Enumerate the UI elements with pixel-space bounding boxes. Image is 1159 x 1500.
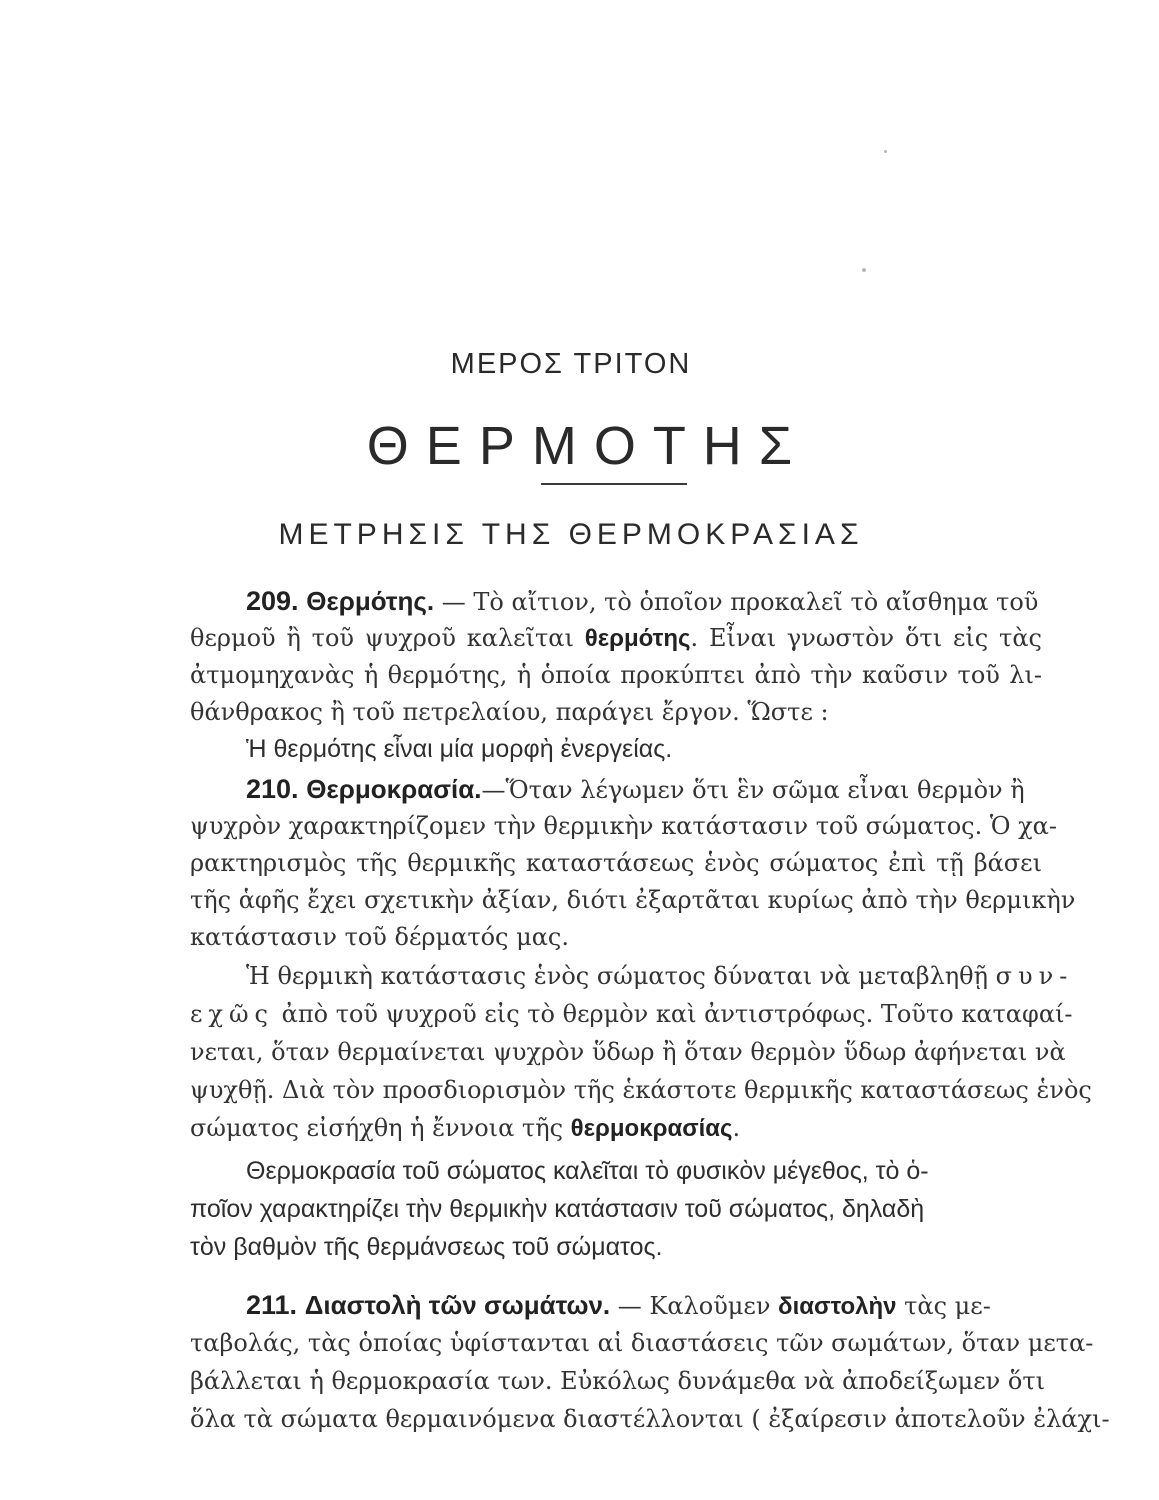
text-line: ταβολάς, τὰς ὁποίας ὑφίστανται αἱ διαστάσεις τῶν σωμάτων, ὅταν μετα- <box>190 1329 1094 1357</box>
title-divider <box>541 483 687 485</box>
text-line <box>246 770 1042 808</box>
paragraph-heading: Διαστολὴ τῶν σωμάτων. <box>304 1290 611 1320</box>
text-run: Ἡ θερμικὴ κατάστασις ἑνὸς σώματος δύναται νὰ μεταβληθῇ <box>246 962 996 990</box>
text-line: ὅλα τὰ σώματα θερμαινόμενα διαστέλλονται ( ἐξαίρεσιν ἀποτελοῦν ἐλάχι- <box>190 1405 1110 1433</box>
bold-term: θερμοκρασίας <box>570 1115 733 1142</box>
paragraph-heading: Θερμοκρασία. <box>306 774 482 804</box>
text-line: ψυχρὸν χαρακτηρίζομεν τὴν θερμικὴν κατάστασιν τοῦ σώματος. Ὁ χα- <box>190 812 1057 840</box>
text-line: κατάστασιν τοῦ δέρματός μας. <box>190 923 569 951</box>
emphasis-statement: Ἡ θερμότης εἶναι μία μορφὴ ἐνεργείας. <box>246 735 673 763</box>
paragraph-number: 210. <box>246 774 299 804</box>
spaced-term: συν- <box>995 962 1074 990</box>
definition-line: τὸν βαθμὸν τῆς θερμάνσεως τοῦ σώματος. <box>190 1233 663 1261</box>
text-line <box>190 1109 1042 1147</box>
text-line: βάλλεται ἡ θερμοκρασία των. Εὐκόλως δυνάμεθα νὰ ἀποδείξωμεν ὅτι <box>190 1367 1046 1395</box>
text-line <box>246 957 1074 995</box>
text-line: θάνθρακος ἢ τοῦ πετρελαίου, παράγει ἔργον. Ὥστε : <box>190 698 829 726</box>
text-run: σώματος εἰσήχθη ἡ ἔννοια τῆς <box>190 1114 571 1142</box>
text-line: ψυχθῇ. Διὰ τὸν προσδιορισμὸν τῆς ἑκάστοτε θερμικῆς καταστάσεως ἑνὸς <box>190 1076 1092 1104</box>
bold-term: διαστολὴν <box>778 1293 897 1320</box>
definition-line: ποῖον χαρακτηρίζει τὴν θερμικὴν κατάστασιν τοῦ σώματος, δηλαδὴ <box>190 1195 925 1223</box>
paragraph-heading: Θερμότης. <box>306 586 435 616</box>
text-run: θερμοῦ ἢ τοῦ ψυχροῦ καλεῖται <box>190 624 585 652</box>
text-run: τὰς με- <box>896 1292 991 1320</box>
text-line <box>190 995 1073 1033</box>
text-line <box>246 582 1042 620</box>
paper-speck <box>862 268 866 272</box>
text-run: . <box>732 1114 741 1142</box>
text-run: — Καλοῦμεν <box>610 1292 779 1320</box>
part-title: ΜΕΡΟΣ ΤΡΙΤΟΝ <box>450 348 692 380</box>
text-run: . Εἶναι γνωστὸν ὅτι εἰς τὰς <box>690 624 1042 652</box>
text-line <box>246 1286 1042 1324</box>
definition-line: Θερμοκρασία τοῦ σώματος καλεῖται τὸ φυσικὸν μέγεθος, τὸ ὁ- <box>246 1157 929 1185</box>
bold-term: θερμότης <box>584 625 691 652</box>
chapter-title: ΘΕΡΜΟΤΗΣ <box>366 416 810 476</box>
section-title: ΜΕΤΡΗΣΙΣ ΤΗΣ ΘΕΡΜΟΚΡΑΣΙΑΣ <box>278 518 864 551</box>
text-line: ἀτμομηχανὰς ἡ θερμότης, ἡ ὁποία προκύπτει ἀπὸ τὴν καῦσιν τοῦ λι- <box>190 661 1042 689</box>
text-run: — Τὸ αἴτιον, τὸ ὁποῖον προκαλεῖ τὸ αἴσθημα τοῦ <box>441 588 1039 616</box>
paper-speck <box>884 150 887 153</box>
spaced-term: εχῶς <box>190 1000 274 1028</box>
text-line: ρακτηρισμὸς τῆς θερμικῆς καταστάσεως ἑνὸς σώματος ἐπὶ τῇ βάσει <box>190 849 1042 877</box>
paragraph-number: 209. <box>246 586 299 616</box>
text-line <box>190 619 1042 657</box>
text-run: —Ὅταν λέγωμεν ὅτι ἓν σῶμα εἶναι θερμὸν ἢ <box>481 776 1025 804</box>
text-line: τῆς ἁφῆς ἔχει σχετικὴν ἀξίαν, διότι ἐξαρτᾶται κυρίως ἀπὸ τὴν θερμικὴν <box>190 886 1076 914</box>
text-line: νεται, ὅταν θερμαίνεται ψυχρὸν ὕδωρ ἢ ὅταν θερμὸν ὕδωρ ἀφήνεται νὰ <box>190 1038 1066 1066</box>
text-run: ἀπὸ τοῦ ψυχροῦ εἰς τὸ θερμὸν καὶ ἀντιστρόφως. Τοῦτο καταφαί- <box>274 1000 1073 1028</box>
paragraph-number: 211. <box>246 1290 298 1320</box>
